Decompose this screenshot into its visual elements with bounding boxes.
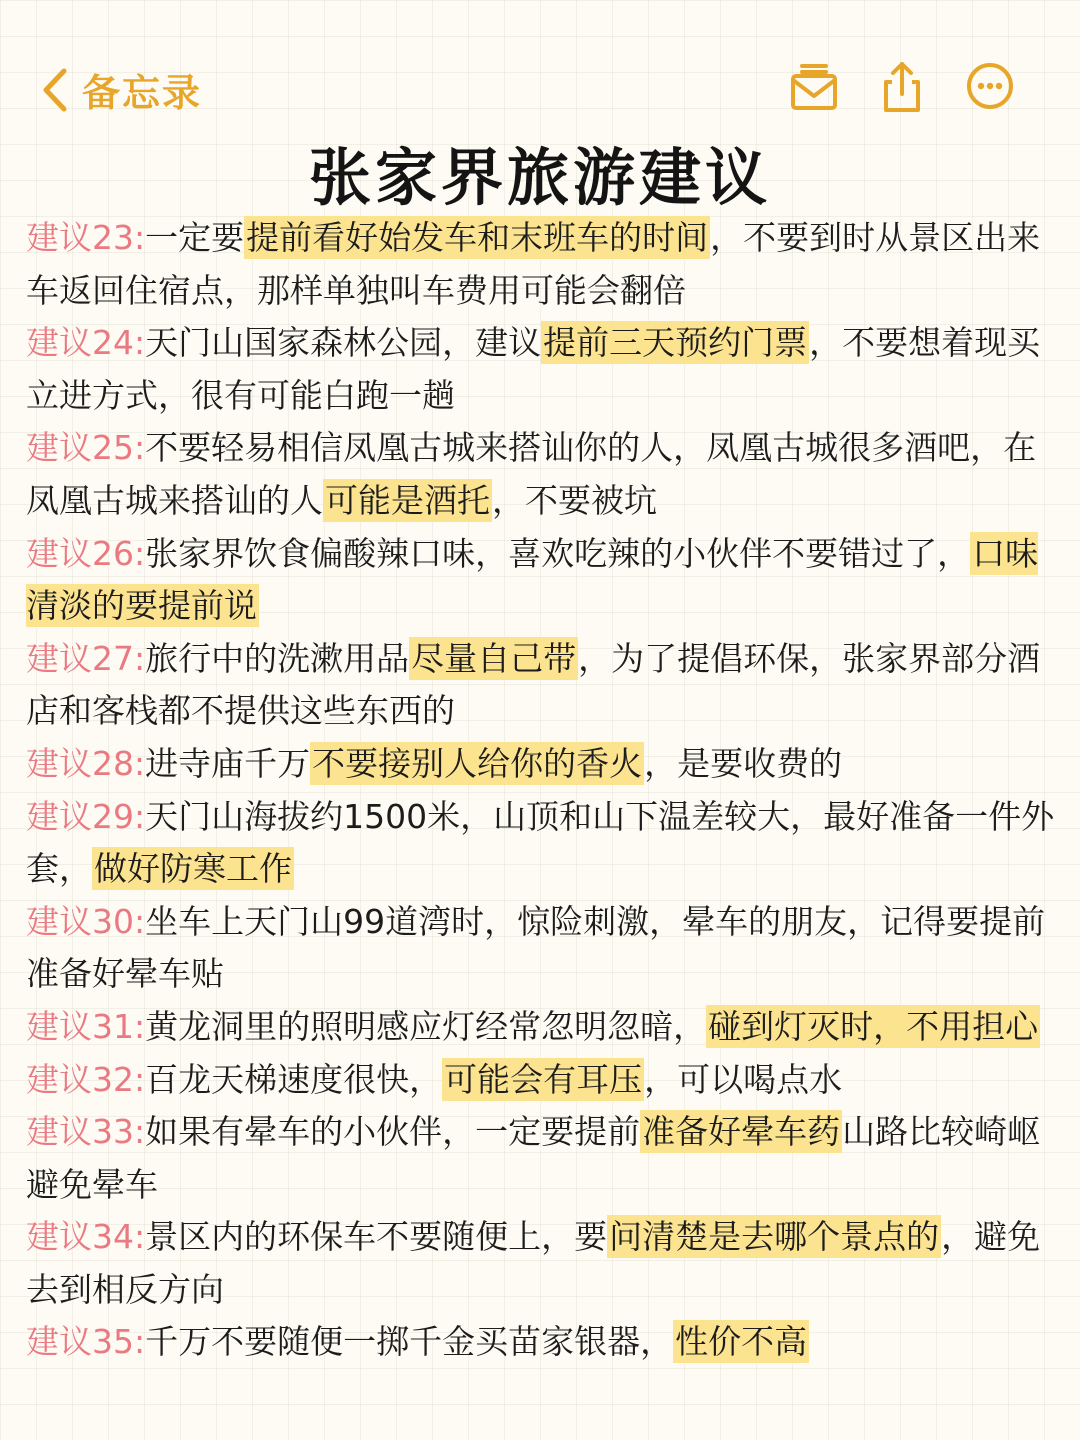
tip-text: 张家界饮食偏酸辣口味，喜欢吃辣的小伙伴不要错过了， bbox=[145, 533, 971, 573]
note-title: 张家界旅游建议 bbox=[308, 141, 771, 214]
tip-label: 建议35: bbox=[26, 1322, 146, 1362]
nav-actions bbox=[752, 58, 1016, 114]
tip-item bbox=[26, 1054, 1066, 1107]
tip-label: 建议25: bbox=[26, 428, 146, 468]
tip-highlight: 性价不高 bbox=[675, 1322, 808, 1362]
more-button[interactable] bbox=[964, 58, 1016, 114]
tip-highlight: 碰到灯灭时，不用担心 bbox=[708, 1006, 1039, 1046]
tip-item bbox=[26, 633, 1066, 738]
note-icon bbox=[788, 58, 840, 114]
tip-item bbox=[26, 791, 1066, 896]
tip-highlight: 可能会有耳压 bbox=[444, 1059, 643, 1099]
chevron-left-icon bbox=[40, 67, 70, 113]
tip-text: 千万不要随便一掷千金买苗家银器， bbox=[145, 1322, 674, 1362]
tip-item bbox=[26, 1316, 1066, 1369]
tip-item bbox=[26, 1106, 1066, 1211]
tip-item bbox=[26, 1211, 1066, 1316]
tip-highlight: 提前看好始发车和末班车的时间 bbox=[246, 218, 709, 257]
tip-highlight: 做好防寒工作 bbox=[94, 849, 292, 889]
tip-item bbox=[26, 896, 1066, 1001]
tip-item bbox=[26, 1001, 1066, 1054]
tip-label: 建议23: bbox=[26, 218, 146, 257]
tip-item bbox=[26, 528, 1066, 633]
tip-label: 建议30: bbox=[26, 901, 146, 941]
tip-label: 建议28: bbox=[26, 743, 146, 783]
tip-text: ，可以喝点水 bbox=[644, 1059, 843, 1099]
tip-highlight: 可能是酒托 bbox=[325, 480, 490, 520]
tip-text: ，为了提倡环保，张家界部分酒店和客栈都不提供这些东西的 bbox=[26, 638, 1041, 731]
tip-text: 天门山海拔约1500米，山顶和山下温差较大，最好准备一件外套， bbox=[26, 796, 1055, 889]
tip-text: 一定要 bbox=[145, 218, 245, 257]
tip-text: ，避免去到相反方向 bbox=[26, 1217, 1041, 1309]
tip-text: 黄龙洞里的照明感应灯经常忽明忽暗， bbox=[145, 1006, 707, 1046]
tip-highlight: 准备好晕车药 bbox=[642, 1112, 841, 1152]
tip-label: 建议33: bbox=[26, 1112, 146, 1152]
tip-text: 天门山国家森林公园，建议 bbox=[145, 323, 542, 363]
tip-item bbox=[26, 422, 1066, 527]
tip-text: 景区内的环保车不要随便上，要 bbox=[145, 1217, 608, 1257]
tip-text: 如果有晕车的小伙伴，一定要提前 bbox=[145, 1112, 641, 1152]
tip-highlight: 尽量自己带 bbox=[411, 638, 577, 678]
share-icon bbox=[876, 58, 928, 114]
navigation-bar bbox=[0, 50, 1080, 134]
note-button[interactable] bbox=[788, 58, 840, 114]
tip-label: 建议32: bbox=[26, 1059, 146, 1099]
tip-label: 建议31: bbox=[26, 1006, 146, 1046]
back-label: 备忘录 bbox=[82, 71, 203, 115]
tip-item bbox=[26, 738, 1066, 791]
back-button[interactable] bbox=[40, 62, 202, 117]
tip-text: 进寺庙千万 bbox=[145, 743, 311, 783]
tip-label: 建议29: bbox=[26, 796, 146, 836]
tip-text: ，不要到时从景区出来车返回住宿点，那样单独叫车费用可能会翻倍 bbox=[26, 218, 1041, 310]
tip-highlight: 提前三天预约门票 bbox=[543, 323, 808, 363]
tip-label: 建议24: bbox=[26, 323, 146, 363]
note-body[interactable] bbox=[26, 212, 1066, 1369]
tip-item bbox=[26, 317, 1066, 422]
share-button[interactable] bbox=[876, 58, 928, 114]
tip-label: 建议27: bbox=[26, 638, 146, 678]
tip-text: 山路比较崎岖避免晕车 bbox=[26, 1112, 1041, 1204]
tip-text: 不要轻易相信凤凰古城来搭讪你的人，凤凰古城很多酒吧，在凤凰古城来搭讪的人 bbox=[26, 428, 1037, 520]
more-icon bbox=[964, 58, 1016, 114]
tip-text: ，不要被坑 bbox=[492, 480, 657, 520]
tip-highlight: 问清楚是去哪个景点的 bbox=[609, 1217, 940, 1257]
tip-text: ，是要收费的 bbox=[644, 743, 843, 783]
tip-highlight: 不要接别人给你的香火 bbox=[312, 743, 643, 783]
tip-text: 百龙天梯速度很快， bbox=[145, 1059, 443, 1099]
tip-text: 旅行中的洗漱用品 bbox=[145, 638, 410, 678]
tip-text: 坐车上天门山99道湾时，惊险刺激，晕车的朋友，记得要提前准备好晕车贴 bbox=[26, 901, 1046, 994]
tip-highlight: 口味清淡的要提前说 bbox=[26, 533, 1039, 626]
tip-text: ，不要想着现买立进方式，很有可能白跑一趟 bbox=[26, 323, 1041, 415]
tip-item bbox=[26, 212, 1066, 317]
tip-label: 建议34: bbox=[26, 1217, 146, 1257]
tip-label: 建议26: bbox=[26, 533, 146, 573]
